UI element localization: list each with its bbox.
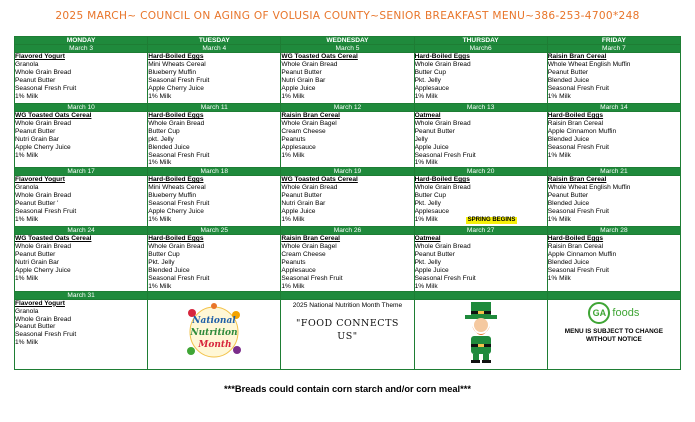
menu-item: Seasonal Fresh Fruit (547, 207, 609, 215)
menu-item: Apple Juice (414, 266, 449, 274)
menu-cell (15, 176, 148, 227)
date-cell: March 28 (547, 227, 680, 235)
menu-item: Pkt. Jelly (414, 76, 441, 84)
date-cell: March 26 (281, 227, 414, 235)
menu-item: 1% Milk (547, 274, 571, 282)
menu-item: 1% Milk (15, 339, 39, 347)
menu-item: Pkt. Jelly (414, 200, 441, 208)
menu-cell (148, 112, 281, 168)
date-cell: March6 (414, 45, 547, 53)
menu-cell (148, 176, 281, 227)
menu-item: Whole Grain Bread (148, 119, 205, 127)
menu-item: Apple Juice (281, 84, 316, 92)
last-week (15, 291, 681, 369)
nutrition-month-logo (148, 299, 281, 369)
menu-item: Applesauce (281, 266, 316, 274)
menu-item: Blueberry Muffin (148, 192, 197, 200)
menu-item: Whole Grain Bread (414, 119, 471, 127)
date-cell-empty (281, 291, 414, 299)
menu-cell (547, 235, 680, 291)
menu-item: Nutri Grain Bar (15, 135, 59, 143)
menu-item: Butter Cup (414, 68, 447, 76)
date-cell: March 27 (414, 227, 547, 235)
menu-item: Oatmeal (414, 112, 441, 119)
menu-item: Butter Cup (148, 127, 180, 135)
menu-item: Peanut Butter (15, 127, 56, 135)
spring-begins-badge: SPRING BEGINS (467, 216, 516, 223)
menu-item: Peanut Butter (15, 76, 56, 84)
menu-item: Blended Juice (547, 200, 590, 208)
menu-item: 1% Milk (15, 215, 39, 223)
menu-row (15, 299, 681, 369)
menu-cell (15, 235, 148, 291)
date-cell: March 17 (15, 168, 148, 176)
date-cell: March 14 (547, 104, 680, 112)
menu-item: Apple Cinnamon Muffin (547, 127, 617, 135)
menu-item: Peanut Butter (547, 68, 589, 76)
menu-item (415, 216, 547, 224)
menu-item: Whole Grain Bread (15, 315, 72, 323)
menu-item: Seasonal Fresh Fruit (15, 207, 77, 215)
change-notice-line: WITHOUT NOTICE (586, 335, 642, 343)
day-header-row (15, 37, 681, 45)
menu-item: Whole Grain Bread (148, 243, 205, 251)
menu-item: Seasonal Fresh Fruit (414, 274, 476, 282)
menu-item: Seasonal Fresh Fruit (148, 151, 210, 159)
menu-item: 1% Milk (15, 92, 39, 100)
menu-item: 1% Milk (15, 274, 39, 282)
menu-item-text: 1% Milk (414, 215, 438, 223)
menu-item: Peanut Butter (15, 251, 56, 259)
ga-logo-word: foods (612, 306, 640, 319)
menu-item: Whole Wheat English Muffin (547, 184, 631, 192)
menu-item: Pkt. Jelly (414, 259, 441, 267)
leprechaun-cell (414, 299, 547, 369)
menu-item: Seasonal Fresh Fruit (15, 331, 77, 339)
date-cell: March 20 (414, 168, 547, 176)
menu-item: Whole Grain Bread (15, 119, 72, 127)
menu-item: Seasonal Fresh Fruit (547, 266, 609, 274)
menu-item: Applesauce (414, 84, 450, 92)
ga-foods-logo (548, 302, 680, 324)
menu-item: Blended Juice (547, 259, 590, 267)
menu-item: Flavored Yogurt (15, 176, 65, 184)
menu-item: Raisin Bran Cereal (547, 243, 604, 251)
menu-cell (281, 235, 414, 291)
menu-row (15, 235, 681, 291)
menu-item: Hard-Boiled Eggs (414, 53, 470, 60)
menu-item: Hard-Boiled Eggs (148, 176, 204, 184)
menu-item: Jelly (414, 135, 428, 143)
menu-item: 1% Milk (547, 215, 571, 223)
day-header-tuesday: TUESDAY (148, 37, 281, 45)
nutrition-logo-word: National (192, 315, 236, 326)
menu-row (15, 112, 681, 168)
date-row (15, 168, 681, 176)
date-cell: March 19 (281, 168, 414, 176)
menu-item: Whole Grain Bagel (281, 119, 337, 127)
calendar-body (15, 45, 681, 292)
menu-item: Whole Grain Bread (15, 243, 72, 251)
menu-item: Peanut Butter (414, 127, 455, 135)
menu-item: 1% Milk (414, 159, 438, 167)
menu-item: Seasonal Fresh Fruit (148, 274, 210, 282)
menu-cell (15, 299, 148, 369)
menu-item: 1% Milk (148, 215, 172, 223)
menu-item: Mini Wheats Cereal (148, 60, 206, 68)
menu-item: Apple Cinnamon Muffin (547, 251, 617, 259)
date-cell: March 4 (148, 45, 281, 53)
date-cell: March 13 (414, 104, 547, 112)
menu-item: WG Toasted Oats Cereal (281, 53, 358, 60)
menu-item: Granola (15, 307, 39, 315)
menu-item: Raisin Bran Cereal (281, 112, 341, 119)
menu-item: Apple Juice (281, 207, 316, 215)
menu-cell (281, 112, 414, 168)
menu-item: Nutri Grain Bar (281, 200, 326, 208)
menu-item: Oatmeal (414, 235, 441, 243)
menu-item: Raisin Bran Cereal (547, 53, 607, 60)
menu-item: Hard-Boiled Eggs (547, 235, 604, 243)
nutrition-logo-word: Month (198, 339, 232, 350)
menu-item: 1% Milk (148, 282, 172, 290)
menu-row (15, 176, 681, 227)
menu-item: Nutri Grain Bar (281, 76, 326, 84)
menu-item: Seasonal Fresh Fruit (547, 84, 609, 92)
menu-cell (281, 53, 414, 104)
menu-item: 1% Milk (281, 92, 305, 100)
change-notice-line: MENU IS SUBJECT TO CHANGE (564, 327, 663, 335)
menu-item: Seasonal Fresh Fruit (414, 151, 476, 159)
footer-note: ***Breads could contain corn starch and/or corn meal*** (224, 384, 471, 394)
menu-cell (148, 235, 281, 291)
day-header-wednesday: WEDNESDAY (281, 37, 414, 45)
date-cell: March 3 (15, 45, 148, 53)
date-row (15, 104, 681, 112)
menu-cell (414, 53, 547, 104)
date-row (15, 45, 681, 53)
menu-item: Butter Cup (414, 192, 447, 200)
date-cell: March 11 (148, 104, 281, 112)
menu-item: 1% Milk (414, 282, 438, 290)
menu-item: Cream Cheese (281, 251, 326, 259)
change-notice (548, 328, 680, 344)
day-header-friday: FRIDAY (547, 37, 680, 45)
menu-item: Flavored Yogurt (15, 299, 65, 307)
menu-calendar (14, 36, 681, 370)
menu-item: 1% Milk (281, 215, 305, 223)
menu-item: Hard-Boiled Eggs (414, 176, 470, 184)
theme-cell (281, 299, 414, 369)
menu-item: Hard-Boiled Eggs (148, 53, 204, 60)
menu-item: Whole Grain Bread (15, 192, 72, 200)
menu-item: 1% Milk (547, 92, 571, 100)
menu-cell (414, 235, 547, 291)
menu-item: Whole Grain Bread (414, 243, 471, 251)
menu-item: Butter Cup (148, 251, 180, 259)
menu-item: Peanut Butter (547, 192, 589, 200)
menu-item: Nutri Grain Bar (15, 259, 59, 267)
date-cell: March 5 (281, 45, 414, 53)
date-cell-empty (148, 291, 281, 299)
menu-item: Pkt. Jelly (148, 259, 175, 267)
date-cell-empty (547, 291, 680, 299)
date-cell: March 25 (148, 227, 281, 235)
menu-item: 1% Milk (281, 151, 305, 159)
menu-item: Raisin Bran Cereal (547, 119, 604, 127)
menu-item: WG Toasted Oats Cereal (15, 235, 92, 243)
menu-item: pkt. Jelly (148, 135, 174, 143)
leprechaun-icon (461, 300, 501, 364)
menu-item: 1% Milk (547, 151, 571, 159)
menu-item: Peanuts (281, 135, 306, 143)
menu-item: WG Toasted Oats Cereal (281, 176, 358, 184)
menu-cell (547, 176, 680, 227)
menu-item: Raisin Bran Cereal (547, 176, 607, 184)
menu-item: 1% Milk (148, 159, 172, 167)
menu-item: Raisin Bran Cereal (281, 235, 341, 243)
menu-cell (414, 112, 547, 168)
page-title: 2025 MARCH~ COUNCIL ON AGING OF VOLUSIA COUNTY~SENIOR BREAKFAST MENU~386-253-4700*248 (55, 10, 640, 22)
menu-item: Peanuts (281, 259, 306, 267)
ga-foods-cell (547, 299, 680, 369)
menu-item: Whole Grain Bread (281, 184, 338, 192)
menu-item: Peanut Butter (281, 68, 322, 76)
menu-item: Blueberry Muffin (148, 68, 197, 76)
date-cell: March 7 (547, 45, 680, 53)
theme-quote (281, 317, 413, 343)
menu-item: Whole Grain Bread (414, 60, 471, 68)
theme-quote-line: US" (337, 330, 358, 342)
menu-item: Whole Grain Bagel (281, 243, 337, 251)
date-cell: March 31 (15, 291, 148, 299)
ga-logo-mark: GA (588, 302, 610, 324)
menu-item: Applesauce (414, 207, 450, 215)
menu-cell (547, 112, 680, 168)
theme-quote-line: "FOOD CONNECTS (296, 317, 399, 329)
menu-cell (15, 53, 148, 104)
menu-item: Whole Grain Bread (15, 68, 72, 76)
menu-item: Peanut Butter (15, 323, 56, 331)
date-cell: March 24 (15, 227, 148, 235)
menu-item: 1% Milk (281, 282, 305, 290)
menu-item: Hard-Boiled Eggs (148, 112, 204, 119)
menu-item: Granola (15, 60, 39, 68)
menu-item: Peanut Butter (414, 251, 455, 259)
menu-item: Hard-Boiled Eggs (148, 235, 204, 243)
menu-item: Seasonal Fresh Fruit (547, 143, 609, 151)
menu-item: Applesauce (281, 143, 316, 151)
menu-item: Blended Juice (148, 266, 190, 274)
menu-item: Blended Juice (148, 143, 190, 151)
menu-cell (148, 53, 281, 104)
date-row (15, 291, 681, 299)
menu-item: Blended Juice (547, 76, 590, 84)
menu-cell (15, 112, 148, 168)
date-cell: March 18 (148, 168, 281, 176)
day-header-monday: MONDAY (15, 37, 148, 45)
menu-item: Granola (15, 184, 39, 192)
day-header-thursday: THURSDAY (414, 37, 547, 45)
menu-cell (414, 176, 547, 227)
menu-item: Whole Grain Bread (414, 184, 471, 192)
menu-item: Apple Cherry Juice (15, 266, 71, 274)
date-cell: March 12 (281, 104, 414, 112)
menu-item: Apple Juice (414, 143, 449, 151)
menu-item: Seasonal Fresh Fruit (148, 76, 210, 84)
menu-item: 1% Milk (148, 92, 172, 100)
menu-item: Peanut Butter ' (15, 200, 59, 208)
menu-item: Whole Grain Bread (281, 60, 338, 68)
date-cell: March 10 (15, 104, 148, 112)
menu-item: Mini Wheats Cereal (148, 184, 206, 192)
menu-item: Peanut Butter (281, 192, 322, 200)
menu-item: Whole Wheat English Muffin (547, 60, 631, 68)
menu-item: WG Toasted Oats Cereal (15, 112, 92, 119)
date-row (15, 227, 681, 235)
menu-item: Flavored Yogurt (15, 53, 65, 60)
date-cell-empty (414, 291, 547, 299)
menu-item: Seasonal Fresh Fruit (148, 200, 210, 208)
nutrition-logo-word: Nutrition (190, 327, 238, 338)
menu-item: Cream Cheese (281, 127, 326, 135)
menu-item: 1% Milk (15, 151, 39, 159)
theme-title: 2025 National Nutrition Month Theme (292, 301, 403, 309)
menu-item: Seasonal Fresh Fruit (281, 274, 343, 282)
menu-item: Apple Cherry Juice (148, 207, 204, 215)
date-cell: March 21 (547, 168, 680, 176)
nutrition-month-graphic (182, 301, 246, 363)
menu-item: Hard-Boiled Eggs (547, 112, 604, 119)
menu-item: 1% Milk (414, 92, 438, 100)
menu-item: Blended Juice (547, 135, 590, 143)
menu-cell (547, 53, 680, 104)
menu-row (15, 53, 681, 104)
menu-cell (281, 176, 414, 227)
menu-item: Apple Cherry Juice (148, 84, 204, 92)
menu-item: Seasonal Fresh Fruit (15, 84, 77, 92)
menu-item: Apple Cherry Juice (15, 143, 71, 151)
